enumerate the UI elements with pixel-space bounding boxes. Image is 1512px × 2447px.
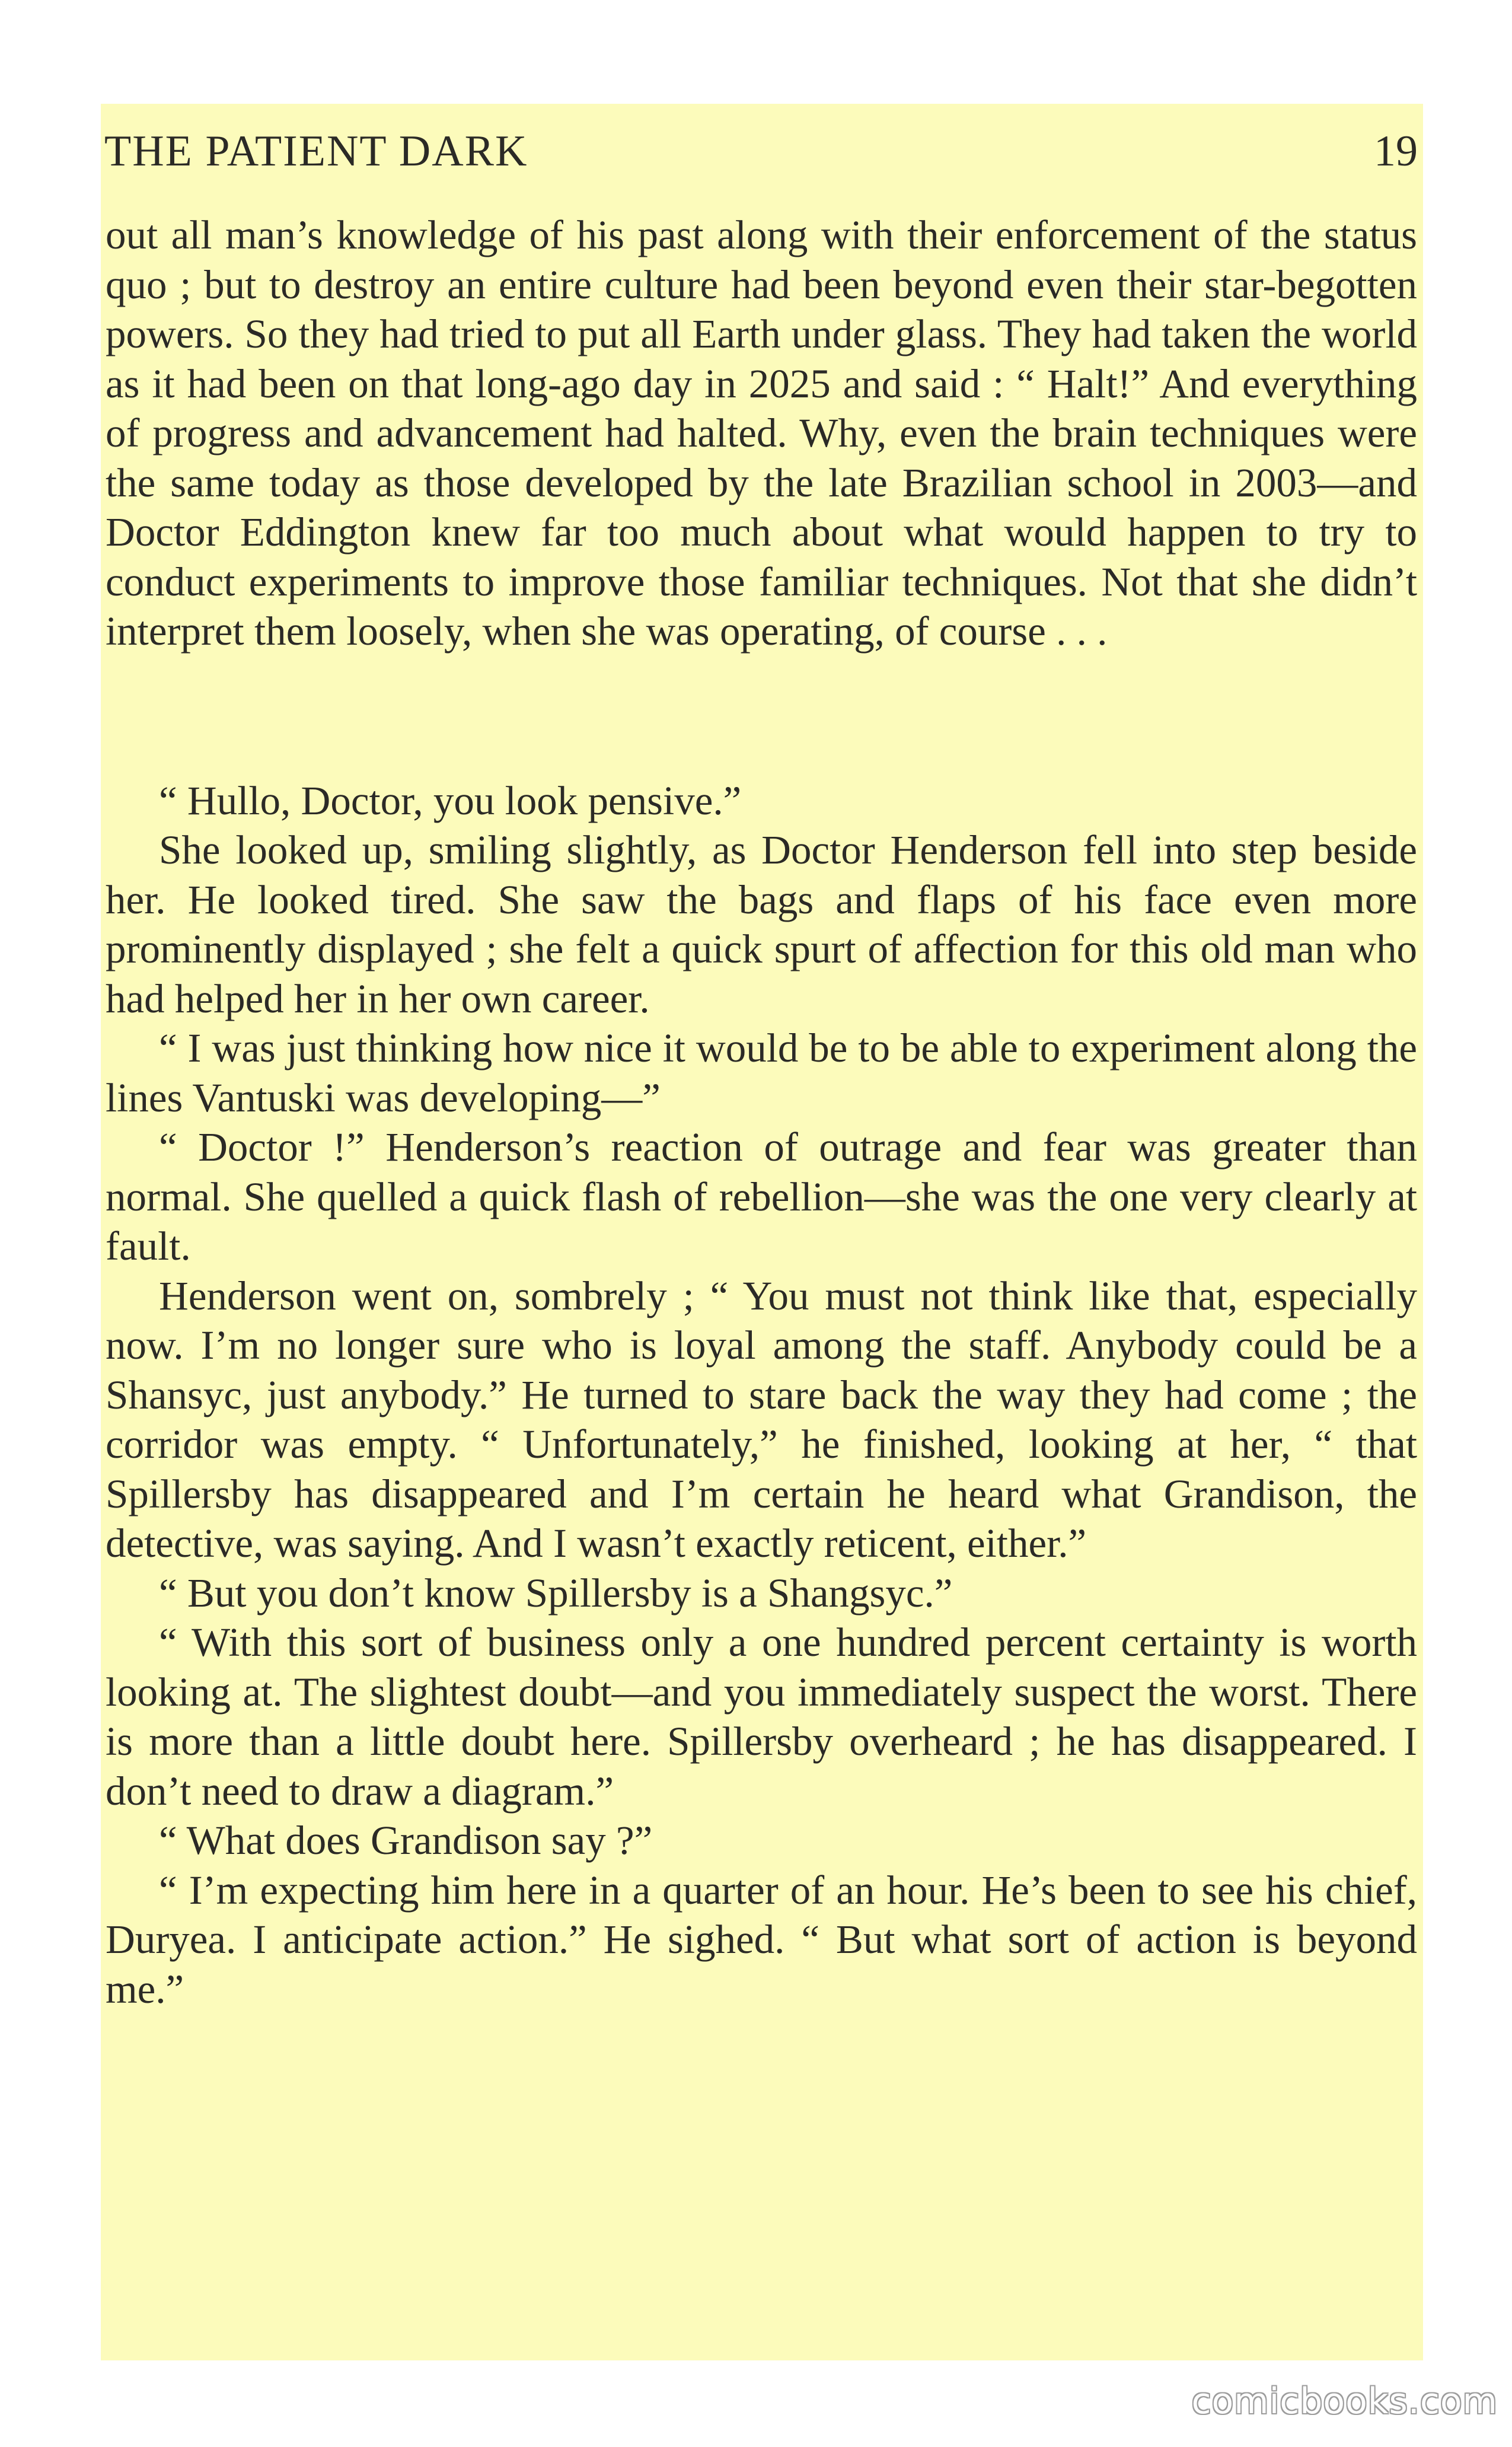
paragraph: “ But you don’t know Spillersby is a Shangsyc.” [159,1570,953,1616]
paragraph: “ I was just thinking how nice it would be to be able to experiment along the lines Vantuski was developing—” [106,1025,1417,1120]
site-watermark: comicbooks.com [1191,2381,1498,2422]
paragraph: She looked up, smiling slightly, as Doctor Henderson fell into step beside her. He looked tired. She saw the bags and flaps of his face even more prominently displayed ; she felt a quick spurt of affection for this old man who had helped her in her own career. [106,827,1417,1021]
page-number: 19 [1374,127,1418,176]
page-body [106,211,1417,2014]
running-title: THE PATIENT DARK [104,127,528,176]
paragraph: “ What does Grandison say ?” [159,1818,653,1863]
paragraph: out all man’s knowledge of his past along with their enforcement of the status quo ; but to destroy an entire culture had been beyond even their star-begotten powers. So they had tried to put all Earth under glass. They had taken the world as it had been on that long-ago day in 2025 and said : “ Halt!” And everything of progress and advancement had halted. Why, even the brain techniques were the same today as those developed by the late Brazilian school in 2003—and Doctor Eddington knew far too much about what would happen to try to conduct experiments to improve those familiar techniques. Not that she didn’t interpret them loosely, when she was operating, of course . . . [106,212,1417,654]
paragraph: Henderson went on, sombrely ; “ You must not think like that, especially now. I’m no longer sure who is loyal among the staff. Anybody could be a Shansyc, just anybody.” He turned to stare back the way they had come ; the corridor was empty. “ Unfortunately,” he finished, looking at her, “ that Spillersby has disappeared and I’m certain he heard what Grandison, the detective, was saying. And I wasn’t exactly reticent, either.” [106,1273,1417,1566]
running-header [104,119,1418,184]
paragraph: “ I’m expecting him here in a quarter of an hour. He’s been to see his chief, Duryea. I anticipate action.” He sighed. “ But what sort of action is beyond me.” [106,1867,1417,2012]
book-page [101,104,1423,2360]
paragraph: “ Hullo, Doctor, you look pensive.” [159,778,742,823]
paragraph: “ Doctor !” Henderson’s reaction of outrage and fear was greater than normal. She quelled a quick flash of rebellion—she was the one very clearly at fault. [106,1124,1417,1269]
paragraph: “ With this sort of business only a one hundred percent certainty is worth looking at. The slightest doubt—and you immediately suspect the worst. There is more than a little doubt here. Spillersby overheard ; he has disappeared. I don’t need to draw a diagram.” [106,1620,1417,1814]
